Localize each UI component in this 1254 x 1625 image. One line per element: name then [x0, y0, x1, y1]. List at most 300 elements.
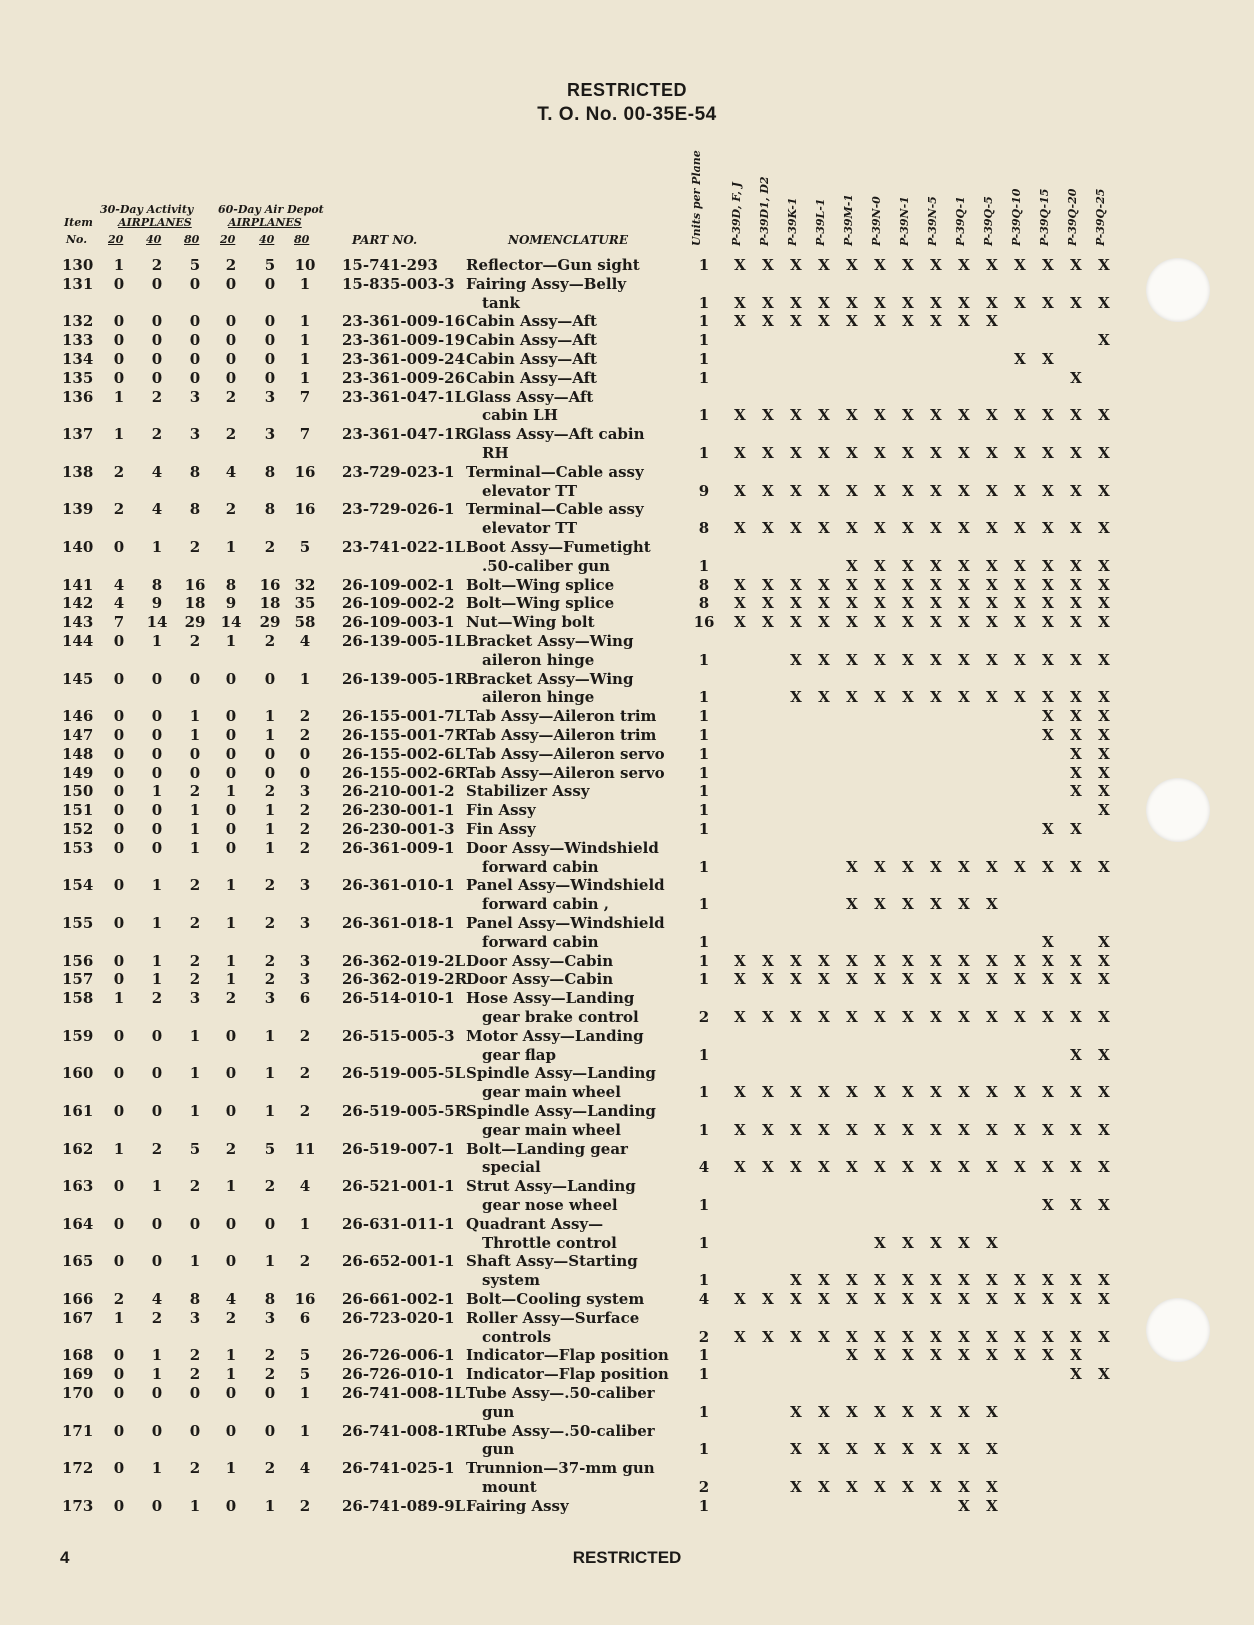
- quantity-cell: 2: [189, 1346, 201, 1365]
- model-check-mark: X: [762, 481, 774, 500]
- model-check-mark: X: [818, 951, 830, 970]
- nomenclature: Fin Assy: [466, 820, 536, 838]
- item-number: 145: [62, 669, 94, 688]
- part-number: 26-139-005-1L: [342, 632, 466, 650]
- quantity-cell: 3: [264, 989, 276, 1008]
- quantity-cell: 5: [264, 256, 276, 274]
- quantity-cell: 1: [225, 876, 237, 895]
- nomenclature: Tab Assy—Aileron servo: [466, 763, 665, 782]
- model-check-mark: X: [1070, 1365, 1082, 1384]
- model-check-mark: X: [1070, 951, 1082, 970]
- units-per-plane: 1: [698, 331, 710, 350]
- nomenclature: Bolt—Wing splice: [466, 594, 615, 613]
- nomenclature: Fairing Assy—Belly: [466, 274, 627, 293]
- quantity-cell: 0: [264, 331, 276, 350]
- part-number: 26-519-005-5R: [342, 1102, 468, 1120]
- model-check-mark: X: [1070, 1083, 1082, 1102]
- quantity-cell: 0: [225, 820, 237, 838]
- model-check-mark: X: [1070, 293, 1082, 312]
- item-number: 155: [62, 914, 94, 932]
- quantity-cell: 0: [113, 970, 125, 989]
- model-check-mark: X: [874, 481, 886, 500]
- model-check-mark: X: [958, 1120, 970, 1139]
- quantity-cell: 4: [151, 500, 163, 519]
- quantity-cell: 2: [189, 914, 201, 932]
- part-number: 26-361-010-1: [342, 876, 455, 895]
- count-header: 80: [294, 233, 310, 246]
- model-check-mark: X: [1098, 1158, 1110, 1177]
- quantity-cell: 0: [264, 763, 276, 782]
- quantity-cell: 4: [225, 1290, 237, 1308]
- part-number: 26-361-018-1: [342, 914, 455, 932]
- nomenclature: Terminal—Cable assy: [466, 462, 644, 481]
- model-check-mark: X: [762, 312, 774, 331]
- model-check-mark: X: [1098, 594, 1110, 613]
- item-number: 150: [62, 782, 94, 801]
- model-check-mark: X: [986, 256, 998, 274]
- nomenclature: gear flap: [482, 1045, 556, 1064]
- quantity-cell: 4: [113, 594, 125, 613]
- quantity-cell: 0: [225, 763, 237, 782]
- model-check-mark: X: [958, 1440, 970, 1459]
- quantity-cell: 0: [113, 350, 125, 368]
- quantity-cell: 1: [225, 1365, 237, 1384]
- nomenclature: elevator TT: [482, 519, 578, 538]
- quantity-cell: 16: [294, 500, 316, 519]
- units-per-plane: 1: [698, 801, 710, 820]
- quantity-cell: 2: [151, 989, 163, 1008]
- model-check-mark: X: [1042, 1346, 1054, 1365]
- quantity-cell: 1: [225, 951, 237, 970]
- model-check-mark: X: [846, 444, 858, 462]
- part-number: 26-741-089-9L: [342, 1496, 466, 1515]
- quantity-cell: 1: [189, 1102, 201, 1120]
- units-per-plane: 1: [698, 688, 710, 707]
- quantity-cell: 1: [264, 1496, 276, 1515]
- model-check-mark: X: [1070, 613, 1082, 632]
- nomenclature: Bolt—Cooling system: [466, 1290, 645, 1308]
- quantity-cell: 0: [151, 726, 163, 744]
- count-header: 80: [184, 233, 200, 246]
- item-number: 137: [62, 425, 94, 444]
- model-check-mark: X: [902, 1083, 914, 1102]
- part-number: 23-741-022-1L: [342, 538, 466, 556]
- model-check-mark: X: [1014, 406, 1026, 425]
- model-check-mark: X: [986, 444, 998, 462]
- model-check-mark: X: [1014, 594, 1026, 613]
- model-check-mark: X: [762, 575, 774, 594]
- model-check-mark: X: [790, 1440, 802, 1459]
- model-check-mark: X: [986, 1271, 998, 1290]
- model-check-mark: X: [958, 312, 970, 331]
- quantity-cell: 3: [299, 782, 311, 801]
- model-check-mark: X: [790, 575, 802, 594]
- item-number: 136: [62, 387, 94, 406]
- quantity-cell: 8: [225, 575, 237, 594]
- model-check-mark: X: [1042, 613, 1054, 632]
- model-check-mark: X: [1014, 857, 1026, 876]
- model-check-mark: X: [986, 951, 998, 970]
- model-check-mark: X: [930, 406, 942, 425]
- model-check-mark: X: [762, 1327, 774, 1346]
- quantity-cell: 2: [189, 951, 201, 970]
- units-per-plane: 1: [698, 1346, 710, 1365]
- restricted-header: RESTRICTED: [566, 80, 687, 100]
- quantity-cell: 0: [151, 331, 163, 350]
- model-check-mark: X: [818, 1290, 830, 1308]
- model-check-mark: X: [986, 688, 998, 707]
- model-check-mark: X: [902, 1008, 914, 1026]
- model-check-mark: X: [986, 1440, 998, 1459]
- model-check-mark: X: [818, 650, 830, 669]
- quantity-cell: 1: [151, 782, 163, 801]
- part-number: 23-361-009-19: [342, 331, 466, 350]
- quantity-cell: 2: [189, 1459, 201, 1478]
- model-check-mark: X: [818, 1402, 830, 1421]
- units-per-plane: 1: [698, 1440, 710, 1459]
- nomenclature: Door Assy—Cabin: [466, 970, 614, 989]
- quantity-cell: 1: [225, 970, 237, 989]
- model-check-mark: X: [930, 857, 942, 876]
- quantity-cell: 6: [299, 1308, 311, 1327]
- quantity-cell: 1: [113, 256, 125, 274]
- model-check-mark: X: [846, 256, 858, 274]
- model-check-mark: X: [1042, 481, 1054, 500]
- nomenclature: Bolt—Wing splice: [466, 575, 615, 594]
- model-check-mark: X: [734, 951, 746, 970]
- quantity-cell: 1: [264, 801, 276, 820]
- model-check-mark: X: [874, 1478, 886, 1496]
- units-per-plane: 1: [698, 1271, 710, 1290]
- model-check-mark: X: [818, 312, 830, 331]
- quantity-cell: 0: [264, 350, 276, 368]
- model-check-mark: X: [1014, 256, 1026, 274]
- units-per-plane: 1: [698, 895, 710, 914]
- nomenclature: Trunnion—37-mm gun: [466, 1459, 655, 1478]
- model-check-mark: X: [930, 895, 942, 914]
- model-check-mark: X: [1070, 726, 1082, 744]
- quantity-cell: 0: [113, 763, 125, 782]
- quantity-cell: 1: [225, 632, 237, 650]
- model-check-mark: X: [846, 857, 858, 876]
- units-per-plane: 1: [698, 1233, 710, 1252]
- quantity-cell: 8: [189, 500, 201, 519]
- model-check-mark: X: [1098, 932, 1110, 951]
- model-check-mark: X: [1014, 1083, 1026, 1102]
- model-check-mark: X: [902, 970, 914, 989]
- model-check-mark: X: [846, 1271, 858, 1290]
- model-check-mark: X: [874, 1008, 886, 1026]
- part-number: 26-155-002-6L: [342, 744, 466, 763]
- model-check-mark: X: [902, 556, 914, 575]
- quantity-cell: 0: [225, 350, 237, 368]
- model-check-mark: X: [986, 1120, 998, 1139]
- model-check-mark: X: [986, 406, 998, 425]
- item-number: 173: [62, 1496, 94, 1515]
- model-check-mark: X: [930, 970, 942, 989]
- quantity-cell: 0: [113, 1064, 125, 1083]
- quantity-cell: 1: [151, 951, 163, 970]
- model-check-mark: X: [958, 406, 970, 425]
- quantity-cell: 0: [113, 1384, 125, 1402]
- model-check-mark: X: [818, 519, 830, 538]
- part-number: 23-361-047-1L: [342, 387, 466, 406]
- model-check-mark: X: [930, 444, 942, 462]
- model-header: P-39N-0: [870, 196, 883, 246]
- item-number: 154: [62, 876, 94, 895]
- units-per-plane: 1: [698, 932, 710, 951]
- model-check-mark: X: [1014, 350, 1026, 368]
- quantity-cell: 1: [225, 914, 237, 932]
- model-check-mark: X: [1070, 688, 1082, 707]
- quantity-cell: 3: [299, 970, 311, 989]
- quantity-cell: 0: [151, 1214, 163, 1233]
- model-check-mark: X: [818, 1327, 830, 1346]
- quantity-cell: 0: [151, 744, 163, 763]
- model-check-mark: X: [1042, 1158, 1054, 1177]
- model-check-mark: X: [1042, 970, 1054, 989]
- quantity-cell: 2: [264, 876, 276, 895]
- model-check-mark: X: [818, 1440, 830, 1459]
- quantity-cell: 7: [299, 425, 311, 444]
- item-header: Item: [64, 216, 93, 229]
- nomenclature: gear nose wheel: [482, 1196, 618, 1214]
- part-number: 26-109-002-1: [342, 575, 455, 594]
- model-check-mark: X: [846, 1290, 858, 1308]
- model-check-mark: X: [1042, 650, 1054, 669]
- model-check-mark: X: [958, 1083, 970, 1102]
- quantity-cell: 16: [294, 1290, 316, 1308]
- model-check-mark: X: [986, 1083, 998, 1102]
- quantity-cell: 0: [189, 368, 201, 387]
- model-check-mark: X: [930, 1083, 942, 1102]
- item-number: 166: [62, 1290, 94, 1308]
- quantity-cell: 0: [264, 1421, 276, 1440]
- item-number: 152: [62, 820, 94, 838]
- quantity-cell: 0: [225, 1064, 237, 1083]
- model-check-mark: X: [1014, 444, 1026, 462]
- model-check-mark: X: [958, 1402, 970, 1421]
- quantity-cell: 0: [225, 1384, 237, 1402]
- quantity-cell: 2: [189, 782, 201, 801]
- quantity-cell: 0: [151, 820, 163, 838]
- quantity-cell: 2: [225, 425, 237, 444]
- model-check-mark: X: [958, 1008, 970, 1026]
- units-per-plane: 1: [698, 350, 710, 368]
- quantity-cell: 29: [259, 613, 281, 632]
- model-check-mark: X: [1014, 1346, 1026, 1365]
- model-check-mark: X: [874, 1083, 886, 1102]
- model-check-mark: X: [986, 575, 998, 594]
- model-check-mark: X: [1070, 444, 1082, 462]
- model-check-mark: X: [818, 613, 830, 632]
- quantity-cell: 1: [113, 1308, 125, 1327]
- group2-sub-header: AIRPLANES: [228, 216, 302, 229]
- model-check-mark: X: [1098, 1271, 1110, 1290]
- model-check-mark: X: [902, 1158, 914, 1177]
- quantity-cell: 0: [113, 1102, 125, 1120]
- model-check-mark: X: [1070, 707, 1082, 726]
- quantity-cell: 1: [189, 726, 201, 744]
- page-number: 4: [60, 1548, 70, 1567]
- model-check-mark: X: [762, 256, 774, 274]
- model-check-mark: X: [818, 1008, 830, 1026]
- quantity-cell: 1: [189, 1026, 201, 1045]
- quantity-cell: 1: [264, 1102, 276, 1120]
- quantity-cell: 1: [225, 1459, 237, 1478]
- model-check-mark: X: [818, 594, 830, 613]
- model-check-mark: X: [986, 481, 998, 500]
- nomenclature: gun: [482, 1440, 515, 1459]
- nomenclature: Indicator—Flap position: [466, 1365, 669, 1384]
- model-check-mark: X: [846, 481, 858, 500]
- model-check-mark: X: [930, 1290, 942, 1308]
- model-check-mark: X: [1098, 256, 1110, 274]
- model-check-mark: X: [790, 970, 802, 989]
- quantity-cell: 2: [299, 707, 311, 726]
- model-check-mark: X: [930, 312, 942, 331]
- model-check-mark: X: [734, 481, 746, 500]
- quantity-cell: 14: [146, 613, 168, 632]
- model-check-mark: X: [958, 613, 970, 632]
- item-number: 158: [62, 989, 94, 1008]
- model-check-mark: X: [902, 613, 914, 632]
- model-header: P-39K-1: [786, 197, 799, 246]
- model-check-mark: X: [958, 650, 970, 669]
- model-check-mark: X: [930, 1233, 942, 1252]
- quantity-cell: 0: [113, 820, 125, 838]
- quantity-cell: 0: [113, 726, 125, 744]
- model-check-mark: X: [762, 1008, 774, 1026]
- quantity-cell: 29: [184, 613, 206, 632]
- model-check-mark: X: [846, 951, 858, 970]
- nomenclature: Spindle Assy—Landing: [466, 1064, 656, 1083]
- model-check-mark: X: [762, 406, 774, 425]
- part-number: 23-729-023-1: [342, 462, 455, 481]
- units-per-plane: 1: [698, 444, 710, 462]
- quantity-cell: 1: [299, 368, 311, 387]
- model-check-mark: X: [874, 444, 886, 462]
- quantity-cell: 2: [151, 425, 163, 444]
- model-check-mark: X: [874, 1158, 886, 1177]
- quantity-cell: 0: [151, 763, 163, 782]
- quantity-cell: 32: [294, 575, 316, 594]
- quantity-cell: 8: [264, 462, 276, 481]
- quantity-cell: 4: [151, 462, 163, 481]
- item-number: 140: [62, 538, 94, 556]
- model-check-mark: X: [1042, 350, 1054, 368]
- item-number: 171: [62, 1421, 94, 1440]
- quantity-cell: 2: [299, 1252, 311, 1271]
- quantity-cell: 0: [189, 331, 201, 350]
- model-check-mark: X: [874, 613, 886, 632]
- model-check-mark: X: [1098, 1196, 1110, 1214]
- quantity-cell: 0: [225, 1496, 237, 1515]
- quantity-cell: 0: [151, 1026, 163, 1045]
- part-number: 26-514-010-1: [342, 989, 455, 1008]
- model-check-mark: X: [1014, 650, 1026, 669]
- quantity-cell: 2: [299, 1026, 311, 1045]
- nomenclature: mount: [482, 1478, 537, 1496]
- model-check-mark: X: [734, 1290, 746, 1308]
- model-check-mark: X: [790, 1120, 802, 1139]
- item-number: 144: [62, 632, 94, 650]
- model-check-mark: X: [986, 293, 998, 312]
- quantity-cell: 0: [264, 368, 276, 387]
- model-header: P-39Q-5: [982, 196, 995, 246]
- punch-hole: [1146, 258, 1210, 322]
- model-check-mark: X: [846, 556, 858, 575]
- model-check-mark: X: [1014, 1158, 1026, 1177]
- model-check-mark: X: [902, 1290, 914, 1308]
- nomenclature: Reflector—Gun sight: [466, 256, 640, 274]
- item-number: 163: [62, 1177, 94, 1196]
- model-check-mark: X: [762, 1083, 774, 1102]
- model-check-mark: X: [874, 575, 886, 594]
- item-number: 157: [62, 970, 94, 989]
- model-check-mark: X: [734, 312, 746, 331]
- item-number: 160: [62, 1064, 94, 1083]
- units-per-plane: 1: [698, 1083, 710, 1102]
- model-check-mark: X: [958, 1346, 970, 1365]
- part-number: 26-726-006-1: [342, 1346, 455, 1365]
- quantity-cell: 0: [113, 707, 125, 726]
- model-check-mark: X: [958, 1496, 970, 1515]
- nomenclature: Tube Assy—.50-caliber: [466, 1421, 655, 1440]
- model-check-mark: X: [1014, 1120, 1026, 1139]
- units-per-plane: 2: [698, 1478, 710, 1496]
- nomenclature: Tab Assy—Aileron servo: [466, 744, 665, 763]
- quantity-cell: 0: [225, 1102, 237, 1120]
- model-check-mark: X: [902, 1440, 914, 1459]
- quantity-cell: 7: [299, 387, 311, 406]
- model-check-mark: X: [1098, 1120, 1110, 1139]
- model-check-mark: X: [790, 519, 802, 538]
- part-number: 26-362-019-2R: [342, 970, 468, 989]
- quantity-cell: 2: [299, 1496, 311, 1515]
- model-check-mark: X: [846, 1158, 858, 1177]
- model-check-mark: X: [874, 1233, 886, 1252]
- model-header: P-39Q-25: [1094, 188, 1107, 246]
- model-check-mark: X: [930, 1440, 942, 1459]
- quantity-cell: 8: [189, 462, 201, 481]
- units-per-plane: 1: [698, 1365, 710, 1384]
- nomenclature: forward cabin ,: [482, 895, 609, 914]
- quantity-cell: 1: [113, 387, 125, 406]
- quantity-cell: 16: [184, 575, 206, 594]
- part-number: 23-729-026-1: [342, 500, 455, 519]
- model-check-mark: X: [930, 1008, 942, 1026]
- part-number: 23-361-009-16: [342, 312, 466, 331]
- quantity-cell: 0: [113, 312, 125, 331]
- nomenclature: gear main wheel: [482, 1083, 621, 1102]
- quantity-cell: 2: [225, 989, 237, 1008]
- model-check-mark: X: [930, 575, 942, 594]
- nomenclature: Panel Assy—Windshield: [466, 876, 665, 895]
- quantity-cell: 5: [299, 1346, 311, 1365]
- model-check-mark: X: [986, 556, 998, 575]
- quantity-cell: 3: [264, 387, 276, 406]
- model-check-mark: X: [790, 1083, 802, 1102]
- quantity-cell: 1: [151, 876, 163, 895]
- item-number: 147: [62, 726, 94, 744]
- item-number: 170: [62, 1384, 94, 1402]
- item-number: 162: [62, 1139, 94, 1158]
- model-check-mark: X: [902, 1346, 914, 1365]
- quantity-cell: 2: [299, 726, 311, 744]
- quantity-cell: 2: [264, 1177, 276, 1196]
- quantity-cell: 0: [189, 744, 201, 763]
